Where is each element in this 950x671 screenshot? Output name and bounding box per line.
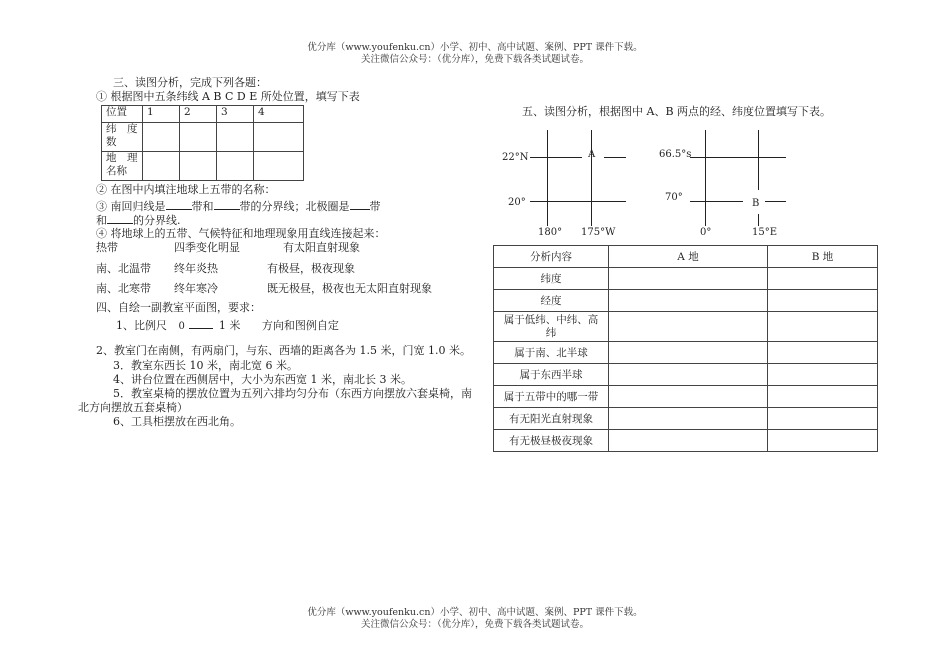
latitude-table	[101, 105, 304, 181]
latitude-table-cell[interactable]	[143, 123, 180, 152]
header-line-2: 关注微信公众号：（优分库），免费下载各类试题试卷。	[360, 54, 589, 65]
parallel-line	[690, 157, 786, 158]
match-phenomenon: 有太阳直射现象	[283, 241, 360, 254]
latitude-table-header-cell: 3	[217, 106, 254, 123]
analysis-table-row	[494, 430, 878, 452]
row-label-line: 纬 度	[106, 123, 138, 135]
latitude-table-header-row	[102, 106, 304, 123]
analysis-cell-a[interactable]	[609, 408, 768, 430]
analysis-table-row	[494, 312, 878, 342]
match-phenomenon: 既无极昼，极夜也无太阳直射现象	[267, 282, 432, 295]
analysis-table-row	[494, 342, 878, 364]
q3-text: 带和	[191, 200, 214, 213]
lon-label: 180°	[538, 227, 563, 238]
row-label-line: 纬	[545, 326, 557, 339]
analysis-cell-a[interactable]	[609, 290, 768, 312]
analysis-cell-a[interactable]	[609, 364, 768, 386]
analysis-row-label: 经度	[494, 290, 609, 312]
item1-text: 1 米	[218, 319, 241, 332]
analysis-table	[493, 245, 878, 452]
match-zone: 南、北寒带	[96, 282, 151, 295]
parallel-line	[530, 157, 582, 158]
lon-label: 175°W	[581, 227, 616, 238]
footer-line-1: 优分库（www.youfenku.cn）小学、初中、高中试题、案例、PPT 课件下载。	[307, 607, 643, 618]
answer-blank[interactable]	[350, 198, 370, 210]
section4-item2: 2、教室门在南侧，有两扇门，与东、西墙的距离各为 1.5 米，门宽 1.0 米。	[96, 344, 471, 357]
section3-q2: ② 在图中内填注地球上五带的名称：	[96, 183, 276, 196]
latitude-table-cell[interactable]	[180, 152, 217, 181]
q3-text: 带	[369, 200, 381, 213]
analysis-cell-b[interactable]	[768, 430, 878, 452]
section3-q4: ④ 将地球上的五带、气候特征和地理现象用直线连接起来：	[96, 227, 386, 240]
analysis-table-header-row	[494, 246, 878, 268]
meridian-line	[758, 130, 759, 190]
section5-title: 五、读图分析，根据图中 A、B 两点的经、纬度位置填写下表。	[522, 105, 832, 118]
analysis-row-label: 纬度	[494, 268, 609, 290]
parallel-line	[765, 201, 786, 202]
answer-blank[interactable]	[214, 198, 240, 210]
analysis-cell-b[interactable]	[768, 408, 878, 430]
latitude-table-header-cell: 1	[143, 106, 180, 123]
row-label-line: 数	[106, 136, 117, 148]
scale-zero: 0	[178, 321, 185, 332]
latitude-table-header-cell: 位置	[102, 106, 143, 123]
section4-item6: 6、工具柜摆放在西北角。	[113, 415, 241, 428]
point-a-label: A	[588, 149, 596, 160]
analysis-cell-a[interactable]	[609, 268, 768, 290]
analysis-cell-a[interactable]	[609, 430, 768, 452]
analysis-cell-b[interactable]	[768, 364, 878, 386]
row-label-line: 名称	[106, 165, 127, 177]
lon-label: 0°	[700, 227, 712, 238]
meridian-line	[591, 130, 592, 226]
analysis-cell-a[interactable]	[609, 312, 768, 342]
latitude-table-row-label	[102, 152, 143, 181]
section4-item1	[116, 317, 339, 334]
latitude-table-row-label	[102, 123, 143, 152]
analysis-table-row	[494, 268, 878, 290]
parallel-line	[690, 201, 743, 202]
match-climate: 终年炎热	[174, 262, 218, 275]
latitude-table-cell[interactable]	[254, 123, 304, 152]
row-label-line: 属于低纬、中纬、高	[503, 313, 599, 326]
analysis-row-label: 有无极昼极夜现象	[494, 430, 609, 452]
item1-text: 方向和图例自定	[261, 319, 339, 332]
analysis-cell-b[interactable]	[768, 386, 878, 408]
analysis-table-row	[494, 290, 878, 312]
latitude-table-cell[interactable]	[217, 123, 254, 152]
section3-title: 三、读图分析，完成下列各题：	[113, 76, 267, 89]
latitude-table-row	[102, 152, 304, 181]
analysis-row-label	[494, 312, 609, 342]
section4-item4: 4、讲台位置在西侧居中，大小为东西宽 1 米，南北长 3 米。	[113, 373, 412, 386]
match-climate: 四季变化明显	[174, 241, 240, 254]
analysis-row-label: 属于南、北半球	[494, 342, 609, 364]
lat-label: 20°	[508, 197, 526, 208]
analysis-cell-b[interactable]	[768, 312, 878, 342]
footer-line-2: 关注微信公众号：（优分库），免费下载各类试题试卷。	[360, 619, 589, 630]
match-zone: 热带	[96, 241, 118, 254]
item1-text: 1、比例尺	[116, 319, 167, 332]
meridian-line	[705, 130, 706, 226]
latitude-table-header-cell: 2	[180, 106, 217, 123]
analysis-row-label: 属于东西半球	[494, 364, 609, 386]
latitude-table-header-cell: 4	[254, 106, 304, 123]
analysis-table-row	[494, 386, 878, 408]
q3-text: ③ 南回归线是	[96, 200, 166, 213]
lat-label: 66.5°s	[659, 149, 692, 160]
row-label-line: 地 理	[106, 152, 138, 164]
header-line-1: 优分库（www.youfenku.cn）小学、初中、高中试题、案例、PPT 课件下载。	[307, 42, 643, 53]
section3-q1: ① 根据图中五条纬线 A B C D E 所处位置，填写下表	[96, 90, 360, 103]
meridian-line	[547, 130, 548, 226]
scale-bar	[189, 317, 213, 329]
latitude-table-cell[interactable]	[143, 152, 180, 181]
analysis-cell-a[interactable]	[609, 386, 768, 408]
q3-text: 和	[96, 214, 107, 227]
section4-item3: 3．教室东西长 10 米，南北宽 6 米。	[113, 359, 298, 372]
match-climate: 终年寒冷	[174, 282, 218, 295]
section4-item5: 5．教室桌椅的摆放位置为五列六排均匀分布（东西方向摆放六套桌椅，南	[113, 387, 472, 400]
q3-text: 的分界线.	[133, 214, 181, 227]
answer-blank[interactable]	[107, 212, 133, 224]
latitude-table-row	[102, 123, 304, 152]
match-zone: 南、北温带	[96, 262, 151, 275]
point-b-label: B	[752, 198, 760, 209]
answer-blank[interactable]	[166, 198, 192, 210]
lat-label: 70°	[665, 192, 683, 203]
section4-title: 四、自绘一副教室平面图，要求：	[96, 301, 261, 314]
analysis-cell-b[interactable]	[768, 290, 878, 312]
meridian-line	[758, 214, 759, 226]
lat-label: 22°N	[502, 152, 529, 163]
analysis-row-label: 有无阳光直射现象	[494, 408, 609, 430]
analysis-header-cell: B 地	[768, 246, 878, 268]
q3-text: 带的分界线；北极圈是	[239, 200, 350, 213]
latitude-table-cell[interactable]	[217, 152, 254, 181]
analysis-header-cell: A 地	[609, 246, 768, 268]
analysis-header-cell: 分析内容	[494, 246, 609, 268]
analysis-table-row	[494, 408, 878, 430]
lon-label: 15°E	[752, 227, 778, 238]
latitude-table-cell[interactable]	[180, 123, 217, 152]
section4-item5-cont: 北方向摆放五套桌椅）	[78, 401, 188, 414]
analysis-cell-b[interactable]	[768, 268, 878, 290]
match-phenomenon: 有极昼，极夜现象	[267, 262, 355, 275]
analysis-table-row	[494, 364, 878, 386]
parallel-line	[530, 201, 626, 202]
analysis-row-label: 属于五带中的哪一带	[494, 386, 609, 408]
analysis-cell-a[interactable]	[609, 342, 768, 364]
parallel-line	[604, 157, 626, 158]
analysis-cell-b[interactable]	[768, 342, 878, 364]
latitude-table-cell[interactable]	[254, 152, 304, 181]
section3-q3-cont	[96, 212, 181, 228]
